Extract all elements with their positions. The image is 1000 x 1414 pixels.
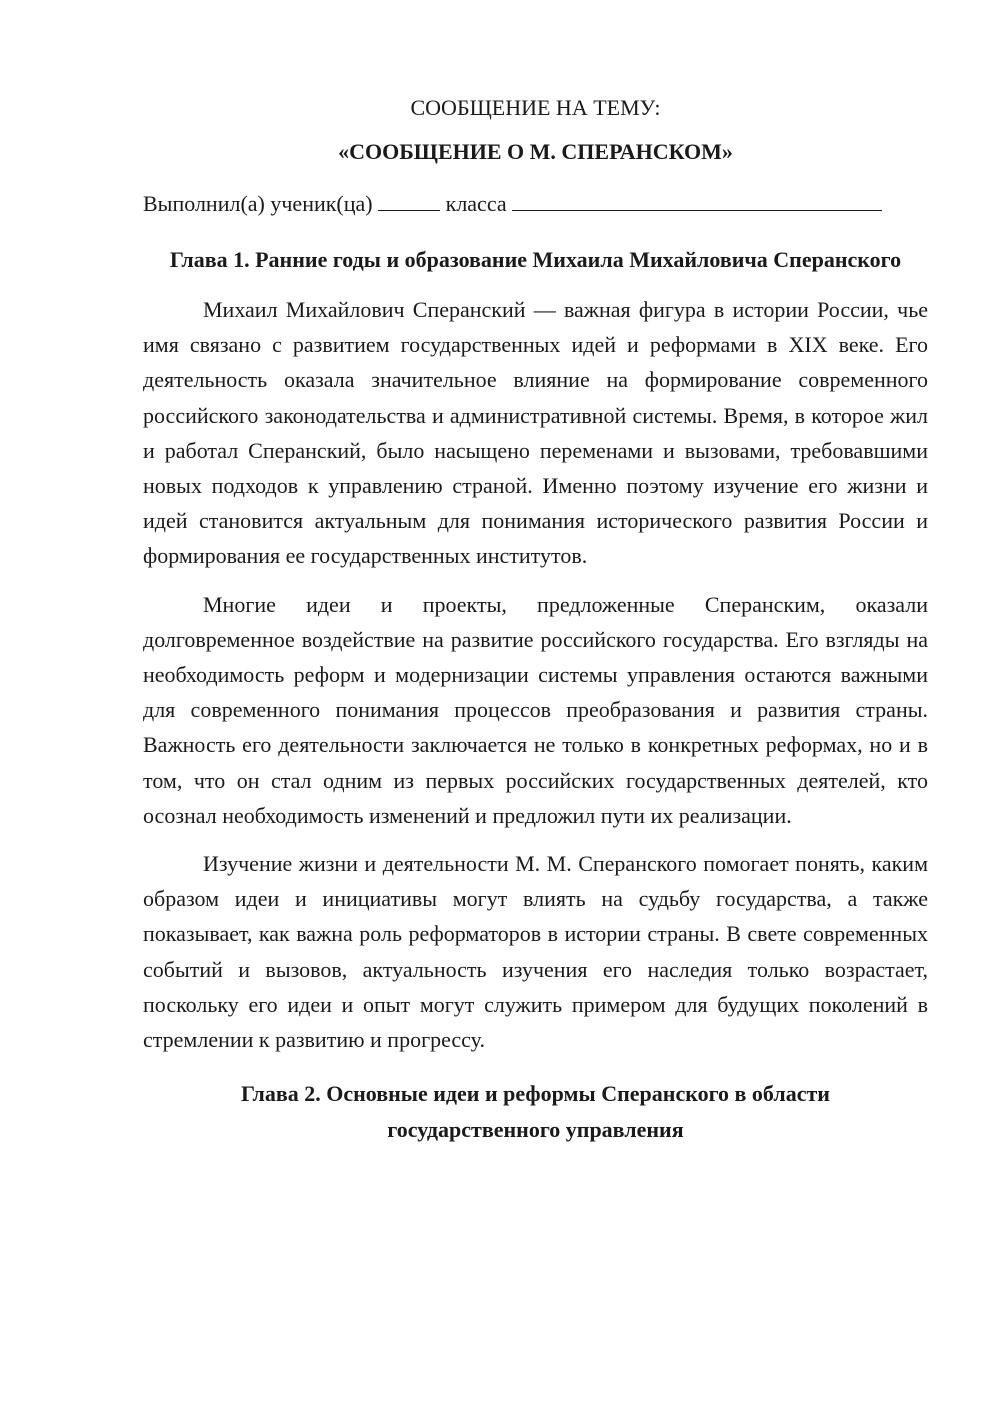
chapter-2-heading xyxy=(143,1076,928,1148)
chapter-1-paragraph-1: Михаил Михайлович Сперанский — важная фигура в истории России, чье имя связано с развитием государственных идей и реформами в XIX веке. Его деятельность оказала значительное влияние на формирование современного российского законодательства и административной системы. Время, в которое жил и работал Сперанский, было насыщено переменами и вызовами, требовавшими новых подходов к управлению страной. Именно поэтому изучение его жизни и идей становится актуальным для понимания исторического развития России и формирования ее государственных институтов. xyxy=(143,297,928,569)
student-info-line xyxy=(143,186,928,222)
student-prefix: Выполнил(а) ученик(ца) xyxy=(143,191,373,216)
class-number-blank xyxy=(378,190,440,211)
chapter-1-heading: Глава 1. Ранние годы и образование Михаила Михайловича Сперанского xyxy=(169,247,902,272)
student-name-blank xyxy=(512,190,882,211)
chapter-2-heading-line-2: государственного управления xyxy=(387,1117,684,1143)
class-label: класса xyxy=(445,191,507,216)
chapter-2-heading-line-1: Глава 2. Основные идеи и реформы Сперанского в области xyxy=(241,1081,830,1107)
document-title: «СООБЩЕНИЕ О М. СПЕРАНСКОМ» xyxy=(338,139,733,164)
chapter-1-paragraph-3: Изучение жизни и деятельности М. М. Сперанского помогает понять, каким образом идеи и инициативы могут влиять на судьбу государства, а также показывает, как важна роль реформаторов в истории страны. В свете современных событий и вызовов, актуальность изучения его наследия только возрастает, поскольку его идеи и опыт могут служить примером для будущих поколений в стремлении к развитию и прогрессу. xyxy=(143,851,928,1053)
chapter-1-paragraph-2: Многие идеи и проекты, предложенные Сперанским, оказали долговременное воздействие на развитие российского государства. Его взгляды на необходимость реформ и модернизации системы управления остаются важными для современного понимания процессов преобразования и развития страны. Важность его деятельности заключается не только в конкретных реформах, но и в том, что он стал одним из первых российских государственных деятелей, кто осознал необходимость изменений и предложил пути их реализации. xyxy=(143,591,928,828)
document-topic-label: СООБЩЕНИЕ НА ТЕМУ: xyxy=(410,95,661,120)
document-page xyxy=(143,90,928,1148)
